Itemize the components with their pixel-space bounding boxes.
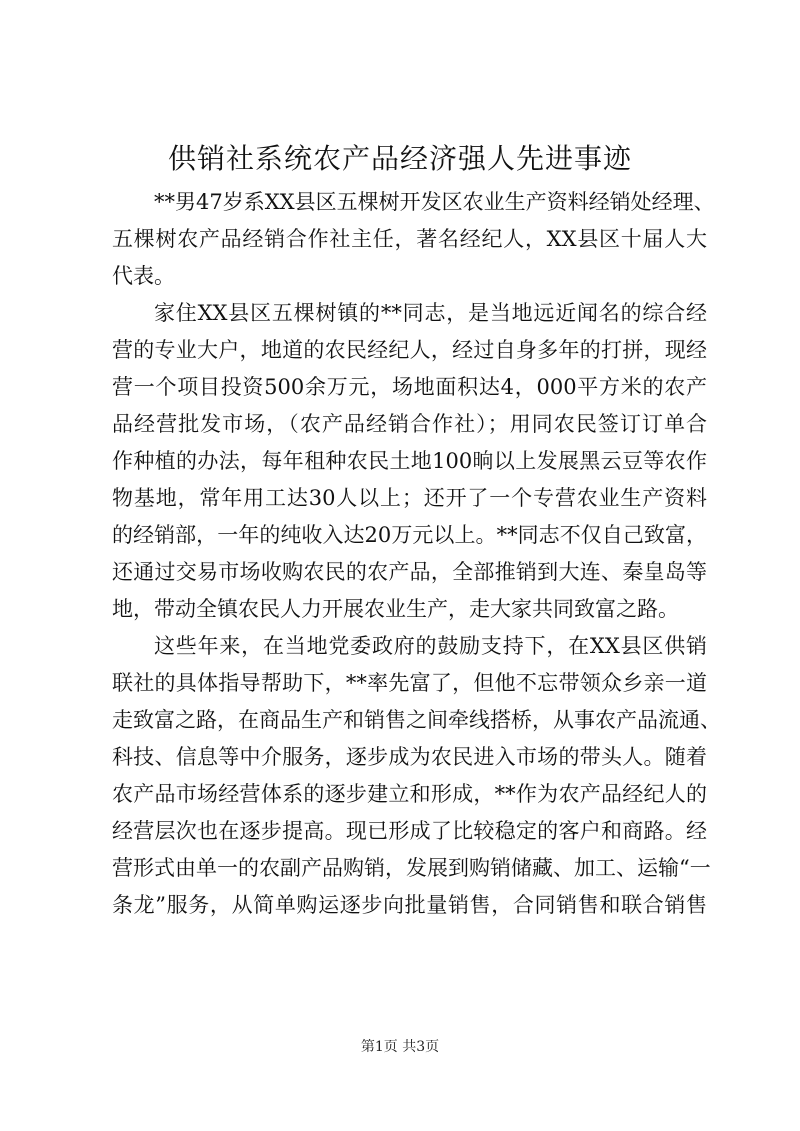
paragraph-line: 营一个项目投资500余万元，场地面积达4，000平方米的农产 [112,375,707,399]
paragraph-line: 农产品市场经营体系的逐步建立和形成，**作为农产品经纪人的 [112,782,707,806]
document-body [112,184,721,924]
paragraph-line: 营的专业大户，地道的农民经纪人，经过自身多年的打拼，现经 [112,338,707,362]
paragraph-line: 还通过交易市场收购农民的农产品，全部推销到大连、秦皇岛等 [112,560,707,584]
paragraph-line: 五棵树农产品经销合作社主任，著名经纪人，XX县区十届人大 [112,227,707,251]
paragraph-line: 品经营批发市场，（农产品经销合作社）；用同农民签订订单合 [112,412,707,436]
paragraph-line: 营形式由单一的农副产品购销，发展到购销储藏、加工、运输“一 [112,856,711,880]
paragraph-line: 代表。 [112,264,175,288]
paragraph-line: 家住XX县区五棵树镇的**同志，是当地远近闻名的综合经 [154,301,707,325]
paragraph-line: 地，带动全镇农民人力开展农业生产，走大家共同致富之路。 [112,597,679,621]
paragraph-line: **男47岁系XX县区五棵树开发区农业生产资料经销处经理、 [154,190,715,214]
paragraph-line: 的经销部，一年的纯收入达20万元以上。**同志不仅自己致富， [112,523,707,547]
page-number-footer: 第1页 共3页 [360,1039,440,1055]
paragraph-line: 作种植的办法，每年租种农民土地100晌以上发展黑云豆等农作 [112,449,707,473]
paragraph-line: 联社的具体指导帮助下，**率先富了，但他不忘带领众乡亲一道 [112,671,707,695]
paragraph-line: 这些年来，在当地党委政府的鼓励支持下，在XX县区供销 [154,634,707,658]
paragraph-line: 走致富之路，在商品生产和销售之间牵线搭桥，从事农产品流通、 [112,708,721,732]
paragraph-line: 科技、信息等中介服务，逐步成为农民进入市场的带头人。随着 [112,745,707,769]
document-title: 供销社系统农产品经济强人先进事迹 [167,142,632,175]
paragraph-line: 物基地，常年用工达30人以上；还开了一个专营农业生产资料 [112,486,707,510]
paragraph-line: 经营层次也在逐步提高。现已形成了比较稳定的客户和商路。经 [112,819,707,843]
paragraph-line: 条龙”服务，从简单购运逐步向批量销售，合同销售和联合销售 [112,893,707,917]
